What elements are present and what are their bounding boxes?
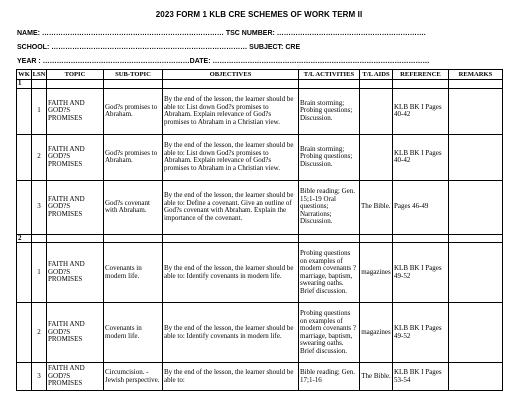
- col-header-wk: WK: [18, 70, 30, 78]
- lesson-cell: 2: [32, 303, 47, 363]
- table-row: [17, 303, 503, 363]
- remarks-cell: [449, 134, 503, 180]
- objectives-cell: By the end of the lesson, the learner should be able to: Identify covenants in modern life.: [163, 303, 299, 363]
- reference-cell: KLB BK I Pages 40-42: [393, 134, 449, 180]
- col-header-subtopic: SUB-TOPIC: [104, 70, 163, 80]
- aids-cell: The Bible.: [360, 363, 393, 391]
- table-row: [17, 80, 503, 89]
- subtopic-cell: God?s promises to Abraham.: [104, 88, 163, 134]
- table-row: [17, 88, 503, 134]
- week-cell: [17, 303, 32, 363]
- objectives-cell: [163, 80, 299, 89]
- table-row: [17, 363, 503, 391]
- week-cell: [17, 88, 32, 134]
- remarks-cell: [449, 234, 503, 243]
- topic-cell: [47, 234, 104, 243]
- subtopic-cell: Covenants in modern life.: [104, 303, 163, 363]
- topic-cell: FAITH AND GOD?S PROMISES: [47, 180, 104, 234]
- reference-cell: Pages 46-49: [393, 180, 449, 234]
- activities-cell: [299, 80, 360, 89]
- lesson-cell: 1: [32, 243, 47, 303]
- col-header-reference: REFERENCE: [393, 70, 449, 80]
- aids-cell: [360, 88, 393, 134]
- topic-cell: FAITH AND GOD?S PROMISES: [47, 134, 104, 180]
- subtopic-cell: God?s covenant with Abraham.: [104, 180, 163, 234]
- lesson-cell: [32, 80, 47, 89]
- reference-cell: KLB BK I Pages 49-52: [393, 303, 449, 363]
- objectives-cell: By the end of the lesson, the learner should be able to: List down God?s promises to Abraham. Explain relevance of God?s promises to Abraham in a Christian view.: [163, 88, 299, 134]
- schemes-of-work-table: [16, 69, 503, 391]
- activities-cell: [299, 234, 360, 243]
- lesson-cell: 1: [32, 88, 47, 134]
- reference-cell: KLB BK I Pages 40-42: [393, 88, 449, 134]
- remarks-cell: [449, 363, 503, 391]
- table-row: [17, 234, 503, 243]
- activities-cell: Bible reading; Gen. 17;1-16: [299, 363, 360, 391]
- aids-cell: The Bible.: [360, 180, 393, 234]
- col-header-objectives: OBJECTIVES: [163, 70, 299, 80]
- week-cell: [17, 180, 32, 234]
- aids-cell: magazines: [360, 303, 393, 363]
- objectives-cell: By the end of the lesson, the learner should be able to:: [163, 363, 299, 391]
- col-header-remarks: REMARKS: [449, 70, 503, 80]
- table-row: [17, 134, 503, 180]
- col-header-aids: T/L AIDS: [360, 70, 393, 80]
- lesson-cell: [32, 234, 47, 243]
- remarks-cell: [449, 180, 503, 234]
- week-cell: 1: [17, 80, 32, 89]
- topic-cell: FAITH AND GOD?S PROMISES: [47, 243, 104, 303]
- table-header-row: [17, 70, 503, 80]
- topic-cell: FAITH AND GOD?S PROMISES: [47, 303, 104, 363]
- subtopic-cell: God?s promises to Abraham.: [104, 134, 163, 180]
- remarks-cell: [449, 88, 503, 134]
- subtopic-cell: [104, 80, 163, 89]
- topic-cell: FAITH AND GOD?S PROMISES: [47, 363, 104, 391]
- topic-cell: FAITH AND GOD?S PROMISES: [47, 88, 104, 134]
- aids-cell: [360, 134, 393, 180]
- week-cell: [17, 363, 32, 391]
- name-tsc-line: NAME: …………………………………………………………………… TSC NUMBER: ……………………………………………………….: [17, 30, 426, 37]
- remarks-cell: [449, 303, 503, 363]
- reference-cell: [393, 80, 449, 89]
- subtopic-cell: Covenants in modern life.: [104, 243, 163, 303]
- col-header-topic: TOPIC: [47, 70, 104, 80]
- aids-cell: [360, 80, 393, 89]
- objectives-cell: By the end of the lesson, the learner should be able to: Define a covenant. Give an outline of God?s covenant with Abraham. Explain the importance of the covenant.: [163, 180, 299, 234]
- week-cell: [17, 134, 32, 180]
- reference-cell: KLB BK I Pages 53-54: [393, 363, 449, 391]
- lesson-cell: 3: [32, 363, 47, 391]
- objectives-cell: [163, 234, 299, 243]
- activities-cell: Probing questions on examples of modern covenants ?marriage, baptism, swearing oaths. Brief discussion.: [299, 243, 360, 303]
- activities-cell: Probing questions on examples of modern covenants ?marriage, baptism, swearing oaths. Brief discussion.: [299, 303, 360, 363]
- aids-cell: magazines: [360, 243, 393, 303]
- table-row: [17, 180, 503, 234]
- remarks-cell: [449, 243, 503, 303]
- document-title: 2023 FORM 1 KLB CRE SCHEMES OF WORK TERM II: [155, 10, 363, 19]
- subtopic-cell: Circumcision. - Jewish perspective.: [104, 363, 163, 391]
- week-cell: 2: [17, 234, 32, 243]
- table-row: [17, 243, 503, 303]
- remarks-cell: [449, 80, 503, 89]
- topic-cell: [47, 80, 104, 89]
- activities-cell: Brain storming; Probing questions; Discussion.: [299, 88, 360, 134]
- objectives-cell: By the end of the lesson, the learner should be able to: List down God?s promises to Abraham. Explain relevance of God?s promises to Abraham in a Christian view.: [163, 134, 299, 180]
- reference-cell: KLB BK I Pages 49-52: [393, 243, 449, 303]
- aids-cell: [360, 234, 393, 243]
- col-header-lsn: LSN: [32, 70, 46, 78]
- col-header-activities: T/L ACTIVITIES: [299, 70, 360, 80]
- school-subject-line: SCHOOL: ………………………………………………………………………… SUBJECT: CRE: [17, 44, 301, 51]
- year-date-line: YEAR : ………………………………………………………DATE: …………………………………………………………………………………: [17, 58, 430, 65]
- reference-cell: [393, 234, 449, 243]
- objectives-cell: By the end of the lesson, the learner should be able to: Identify covenants in modern life.: [163, 243, 299, 303]
- activities-cell: Bible reading; Gen. 15;1-19 Oral questions; Narrations; Discussion.: [299, 180, 360, 234]
- week-cell: [17, 243, 32, 303]
- lesson-cell: 2: [32, 134, 47, 180]
- lesson-cell: 3: [32, 180, 47, 234]
- subtopic-cell: [104, 234, 163, 243]
- activities-cell: Brain storming; Probing questions; Discussion.: [299, 134, 360, 180]
